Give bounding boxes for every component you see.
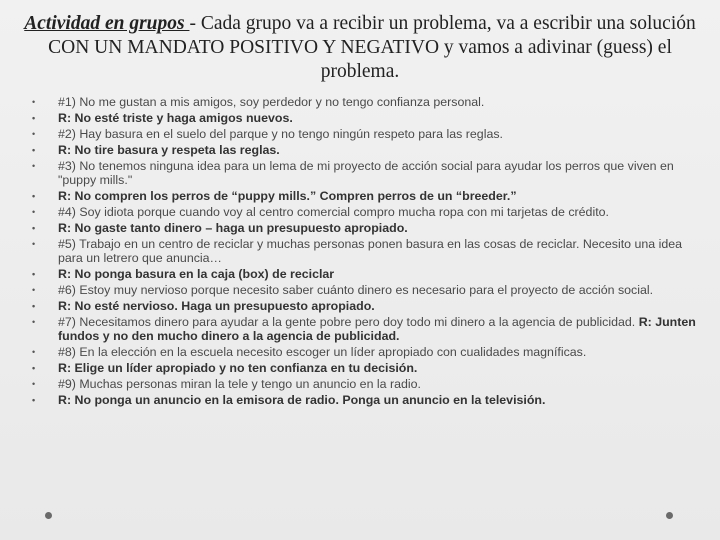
item-text: #6) Estoy muy nervioso porque necesito saber cuánto dinero es necesario para el proyecto de acción social.	[58, 282, 654, 297]
title-emphasis: Actividad en grupos	[24, 13, 190, 34]
bullet-icon: •	[32, 207, 36, 218]
problem-item	[28, 160, 698, 187]
problem-item	[28, 128, 698, 142]
answer-item	[28, 362, 698, 376]
item-text: #5) Trabajo en un centro de reciclar y muchas personas ponen basura en las cosas de reciclar. Necesito una idea para un letrero que anuncia…	[58, 237, 683, 265]
bullet-icon: •	[32, 239, 36, 250]
item-text: R: No gaste tanto dinero – haga un presupuesto apropiado.	[58, 221, 408, 236]
bullet-icon: •	[32, 161, 36, 172]
bullet-icon: •	[32, 378, 36, 389]
bullet-icon: •	[32, 346, 36, 357]
item-text: R: Elige un líder apropiado y no ten confianza en tu decisión.	[58, 360, 418, 375]
item-text: #1) No me gustan a mis amigos, soy perdedor y no tengo confianza personal.	[58, 95, 485, 109]
problem-item	[28, 284, 698, 298]
answer-item	[28, 144, 698, 158]
title-text: - Cada grupo va a recibir un problema, va a escribir una solución CON UN MANDATO POSITIVO Y NEGATIVO y vamos a adivinar (guess) el problema.	[48, 13, 696, 82]
answer-item	[28, 112, 698, 126]
bullet-icon: •	[32, 145, 36, 156]
answer-item	[28, 394, 698, 408]
bullet-icon: •	[32, 284, 36, 295]
item-text: R: No compren los perros de “puppy mills.” Compren perros de un “breeder.”	[58, 188, 517, 203]
bullet-icon: •	[32, 395, 36, 405]
decorative-dot-right	[666, 512, 673, 519]
item-text: #4) Soy idiota porque cuando voy al centro comercial compro mucha ropa con mi tarjetas de crédito.	[58, 205, 609, 220]
item-text: #9) Muchas personas miran la tele y tengo un anuncio en la radio.	[58, 376, 421, 391]
item-text: #7) Necesitamos dinero para ayudar a la gente pobre pero doy todo mi dinero a la agencia de publicidad.	[58, 315, 636, 330]
bullet-icon: •	[32, 317, 36, 328]
problem-item	[28, 378, 698, 392]
problem-item	[28, 316, 698, 343]
bullet-icon: •	[32, 268, 36, 279]
answer-item	[28, 268, 698, 282]
item-text: R: No esté nervioso. Haga un presupuesto apropiado.	[58, 299, 375, 314]
answer-item	[28, 222, 698, 236]
item-text: R: No esté triste y haga amigos nuevos.	[58, 111, 293, 126]
answer-item	[28, 300, 698, 314]
problem-item	[28, 96, 698, 110]
bullet-icon: •	[32, 223, 36, 234]
bullet-icon: •	[32, 129, 36, 140]
bullet-icon: •	[32, 190, 36, 201]
bullet-icon: •	[32, 362, 36, 373]
decorative-dot-left	[45, 512, 52, 519]
page-title	[20, 12, 700, 84]
problem-item	[28, 346, 698, 360]
item-text: #2) Hay basura en el suelo del parque y no tengo ningún respeto para las reglas.	[58, 127, 503, 142]
problem-list	[28, 96, 698, 410]
item-text: #3) No tenemos ninguna idea para un lema de mi proyecto de acción social para ayudar los perros que viven en "puppy mills."	[58, 159, 674, 187]
bullet-icon: •	[32, 97, 36, 107]
item-text: R: No ponga basura en la caja (box) de reciclar	[58, 266, 335, 281]
answer-item	[28, 190, 698, 204]
item-text: #8) En la elección en la escuela necesito escoger un líder apropiado con cualidades magníficas.	[58, 344, 587, 359]
bullet-icon: •	[32, 301, 36, 312]
item-text: R: No ponga un anuncio en la emisora de radio. Ponga un anuncio en la televisión.	[58, 393, 546, 407]
bullet-icon: •	[32, 113, 36, 124]
problem-item	[28, 206, 698, 220]
problem-item	[28, 238, 698, 265]
inline-answer-text: R: Junten fundos y no den mucho dinero a la agencia de publicidad.	[58, 315, 696, 343]
item-text: R: No tire basura y respeta las reglas.	[58, 143, 280, 158]
